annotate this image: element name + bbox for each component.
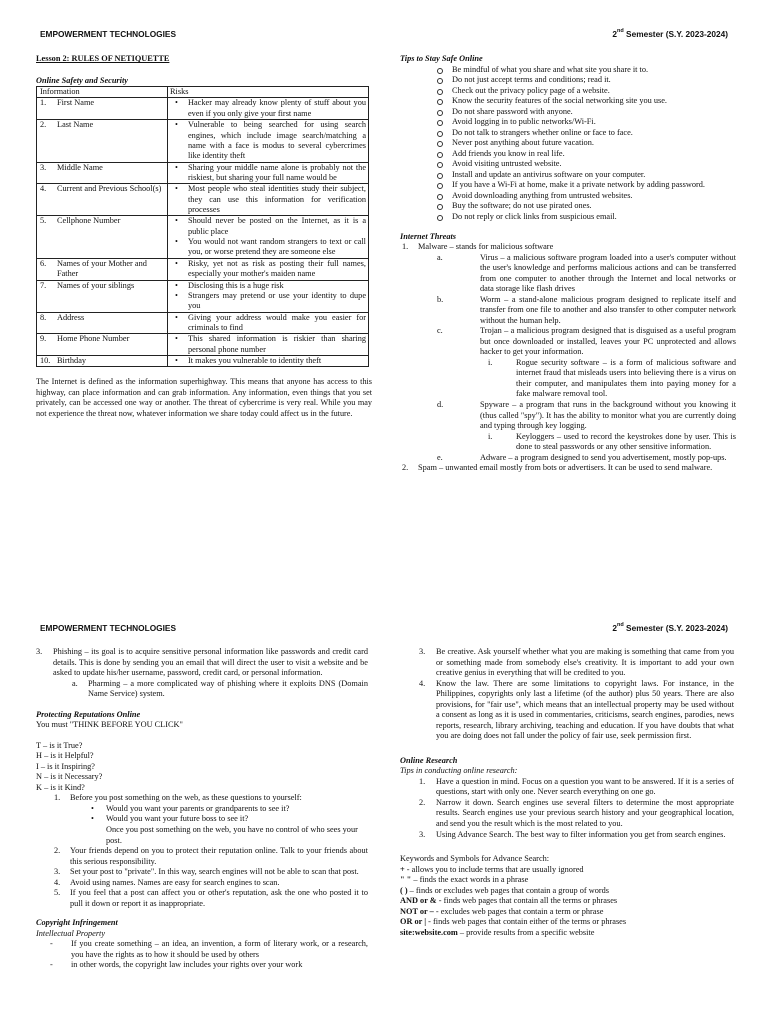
table-row: [37, 312, 369, 334]
info-cell: [37, 280, 168, 312]
ip-item: - If you create something – an idea, an invention, a form of literary work, or a research, you have the rights as to how it should be used by others: [36, 939, 368, 960]
rule-1-after: Once you post something on the web, you have no control of who sees your post.: [106, 824, 358, 845]
tip-item: Never post anything about future vacation.: [400, 138, 736, 149]
tip-item: If you have a Wi-Fi at home, make it a private network by adding password.: [400, 180, 736, 191]
rule-5: 5. If you feel that a post can affect you or other's reputation, ask the one who posted it to pull it down or report it as inappropriate.: [54, 888, 368, 908]
risk-item: • Should never be posted on the Internet, as it is a public place: [170, 216, 366, 237]
keyword-description: – finds the exact words in a phrase: [411, 875, 529, 885]
row-number: 10.: [40, 356, 51, 366]
table-row: [37, 334, 369, 356]
keyloggers-item: i. Keyloggers – used to record the keystrokes done by user. This is done to steal passwords or any other sensitive information.: [488, 431, 736, 452]
page2-left-column: [36, 647, 368, 971]
row-number: 7.: [40, 280, 47, 290]
header-semester: 2nd Semester (S.Y. 2023-2024): [612, 28, 728, 39]
page2-header: [40, 623, 728, 634]
info-label: Middle Name: [57, 162, 103, 172]
row-number: 2.: [40, 120, 47, 130]
risks-cell: [168, 162, 369, 184]
think-item: K – is it Kind?: [36, 782, 85, 792]
tip-item: Avoid downloading anything from untrusted websites.: [400, 191, 736, 202]
malware-item: 1. Malware – stands for malicious software: [402, 242, 554, 252]
risks-cell: [168, 216, 369, 258]
keyword-item: [400, 875, 734, 886]
research-tip: 3. Using Advance Search. The best way to filter information you get from search engines.: [419, 829, 726, 839]
risk-item: • Most people who steal identities study their subject, they can use this information for verification processes: [170, 184, 366, 215]
protect-intro: You must "THINK BEFORE YOU CLICK": [36, 720, 183, 730]
risks-list: [170, 98, 366, 119]
research-tip: 1. Have a question in mind. Focus on a question you want to be answered. If it is a series of questions, start with only one. Never search everything on one go.: [419, 776, 734, 797]
header-title: EMPOWERMENT TECHNOLOGIES: [40, 29, 176, 39]
worm-item: b. Worm – a stand-alone malicious program designed to replicate itself and transfer from one file to another and also transfer to other computer network without the human help.: [437, 294, 736, 325]
table-row: [37, 98, 369, 120]
ip-list: [36, 939, 368, 971]
info-label: Home Phone Number: [57, 334, 130, 344]
keywords-title: Keywords and Symbols for Advance Search:: [400, 854, 550, 864]
row-number: 9.: [40, 334, 47, 344]
keyword-symbol: AND or &: [400, 896, 437, 906]
risks-list: [170, 184, 366, 215]
keyword-item: [400, 886, 734, 897]
tip-item: Check out the privacy policy page of a website.: [400, 86, 736, 97]
risk-item: • Hacker may already know plenty of stuff about you even if you only give your first name: [170, 98, 366, 119]
info-label: Current and Previous School(s): [57, 184, 162, 194]
lesson-title: Lesson 2: RULES OF NETIQUETTE: [36, 54, 170, 63]
row-number: 1.: [40, 98, 47, 108]
rogue-item: i. Rogue security software – is a form of malicious software and internet fraud that misleads users into believing there is a virus on their computer, and manipulates them into paying money for a fake malware removal tool.: [488, 357, 736, 399]
info-label: Birthday: [57, 356, 87, 366]
risks-list: [170, 313, 366, 334]
copyright-title: Copyright Infringement: [36, 918, 118, 928]
tip-item: Do not reply or click links from suspicious email.: [400, 212, 736, 223]
risks-list: [170, 356, 366, 366]
risks-cell: [168, 98, 369, 120]
keyword-symbol: NOT or –: [400, 906, 434, 916]
risks-list: [170, 259, 366, 280]
risks-list: [170, 334, 366, 355]
row-number: 4.: [40, 184, 47, 194]
internet-paragraph: The Internet is defined as the information superhighway. This means that anyone has access to this highway, can place information and can grab information. Any information, even things that you set privately, can be accessed one way or another. The threat of cybercrime is very real. While you may not experience the threat now, whatever information we share today could affect us in the future.: [36, 377, 372, 418]
header-title: EMPOWERMENT TECHNOLOGIES: [40, 623, 176, 633]
info-cell: [37, 120, 168, 162]
risks-cell: [168, 258, 369, 280]
tip-item: Buy the software; do not use pirated ones.: [400, 201, 736, 212]
risk-item: • Risky, yet not as risk as posting their full names, especially your mother's maiden name: [170, 259, 366, 280]
rule-1-bullets: [36, 804, 368, 825]
tip-item: Avoid visiting untrusted website.: [400, 159, 736, 170]
info-cell: [37, 258, 168, 280]
research-tip: 2. Narrow it down. Search engines use several filters to determine the most appropriate results. Search engines use your previous search history and your geographical location, and send you the result which is the most related to you.: [419, 797, 734, 828]
keyword-item: [400, 865, 734, 876]
info-label: Cellphone Number: [57, 216, 121, 226]
risk-item: • You would not want random strangers to text or call you, or worse pretend they are someone else: [170, 237, 366, 258]
info-cell: [37, 98, 168, 120]
keyword-symbol: " ": [400, 875, 412, 885]
risk-item: • Strangers may pretend or use your identity to dupe you: [170, 291, 366, 312]
info-label: First Name: [57, 98, 95, 108]
risks-cell: [168, 312, 369, 334]
rule-3: 3. Set your post to "private". In this way, search engines will not be able to scan that post.: [54, 867, 359, 877]
keyword-description: - finds web pages that contain either of the terms or phrases: [426, 917, 627, 927]
tip-item: Install and update an antivirus software on your computer.: [400, 170, 736, 181]
table-header-risks: Risks: [168, 87, 369, 98]
tip-item: Do not just accept terms and conditions; read it.: [400, 75, 736, 86]
rule-1: 1. Before you post something on the web, as these questions to yourself:: [54, 793, 302, 803]
tip-item: Add friends you know in real life.: [400, 149, 736, 160]
information-risks-table: [36, 86, 369, 367]
rule-2: 2. Your friends depend on you to protect their reputation online. Talk to your friends about this serious responsibility.: [54, 846, 368, 866]
tip-item: Be mindful of what you share and what site you share it to.: [400, 65, 736, 76]
keyword-description: - finds web pages that contain all the terms or phrases: [436, 896, 618, 906]
trojan-item: c. Trojan – a malicious program designed that is disguised as a useful program but once downloaded or installed, leaves your PC unprotected and allows hacker to get your information.: [437, 326, 736, 357]
keyword-item: [400, 896, 734, 907]
info-label: Names of your siblings: [57, 280, 135, 290]
table-row: [37, 162, 369, 184]
page1-header: [40, 29, 728, 40]
risks-cell: [168, 120, 369, 162]
risk-item: • This shared information is riskier than sharing personal phone number: [170, 334, 366, 355]
virus-item: a. Virus – a malicious software program loaded into a user's computer without the user's knowledge and performs malicious actions and can be transferred from one computer to another through the Internet and local networks or data storage like flash drives: [437, 252, 736, 294]
threats-title: Internet Threats: [400, 231, 457, 241]
risks-list: [170, 120, 366, 161]
risks-cell: [168, 356, 369, 367]
risks-list: [170, 281, 366, 312]
table-row: [37, 120, 369, 162]
keyword-item: [400, 917, 734, 928]
keyword-symbol: OR or |: [400, 917, 427, 927]
keywords-list: [400, 865, 734, 939]
row-number: 6.: [40, 258, 47, 268]
pharming-item: a. Pharming – a more complicated way of phishing where it exploits DNS (Domain Name Service) system.: [72, 678, 368, 699]
risk-item: • Vulnerable to being searched for using search engines, which include image search/matching a name with a face is modus to several cybercrimes like identity theft: [170, 120, 366, 161]
research-subtitle: Tips in conducting online research:: [400, 766, 518, 776]
table-header-row: [37, 87, 369, 98]
table-row: [37, 216, 369, 258]
research-tips-list: [400, 777, 734, 840]
risk-item: • It makes you vulnerable to identity theft: [170, 356, 366, 366]
tips-title: Tips to Stay Safe Online: [400, 54, 483, 63]
page1-right-column: [400, 54, 736, 474]
table-row: [37, 184, 369, 216]
keyword-item: [400, 928, 734, 939]
keyword-description: - excludes web pages that contain a term or phrase: [433, 906, 604, 916]
ip-item: - in other words, the copyright law includes your rights over your work: [36, 960, 368, 971]
spam-item: 2. Spam – unwanted email mostly from bots or advertisers. It can be used to send malware.: [402, 463, 713, 473]
risks-list: [170, 163, 366, 184]
header-semester: 2nd Semester (S.Y. 2023-2024): [612, 622, 728, 633]
think-item: N – is it Necessary?: [36, 772, 103, 782]
rule-4: 4. Avoid using names. Names are easy for search engines to scan.: [54, 877, 280, 887]
info-label: Last Name: [57, 120, 94, 130]
protect-title: Protecting Reputations Online: [36, 709, 141, 719]
info-cell: [37, 356, 168, 367]
keyword-symbol: ( ): [400, 885, 408, 895]
table-row: [37, 258, 369, 280]
rule-1-bullet: • Would you want your future boss to see it?: [36, 814, 368, 825]
info-label: Names of your Mother and Father: [57, 258, 147, 279]
know-law-item: 4. Know the law. There are some limitations to copyright laws. For instance, in the Philippines, copyrights only last a lifetime (of the author) plus 50 years. There are also provisions, for "fair use", which means that an intellectual property may be used without a consent as long as it is used in commentaries, criticisms, search engines, parodies, news reports, research, library archiving, teaching and education. If you have doubts that what you are doing does not fall under the policy of fair use, seek permission first.: [419, 678, 734, 741]
info-cell: [37, 216, 168, 258]
think-list: [36, 741, 368, 794]
keyword-item: [400, 907, 734, 918]
ip-title: Intellectual Property: [36, 928, 106, 938]
think-item: H – is it Helpful?: [36, 751, 94, 761]
spyware-item: d. Spyware – a program that runs in the background without you knowing it (thus called "spy"). It has the ability to monitor what you are currently doing and typing through key logging.: [437, 400, 736, 431]
phishing-item: 3. Phishing – its goal is to acquire sensitive personal information like passwords and credit card details. This is done by sending you an email that will direct the user to visit a website and be asked to update his/her username, password, credit card, or personal information.: [36, 647, 368, 678]
risks-cell: [168, 280, 369, 312]
keyword-symbol: +: [400, 864, 405, 874]
table-header-information: Information: [37, 87, 168, 98]
tips-list: [400, 65, 736, 223]
info-cell: [37, 184, 168, 216]
risks-cell: [168, 184, 369, 216]
research-title: Online Research: [400, 755, 458, 765]
tip-item: Avoid logging in to public networks/Wi-Fi.: [400, 117, 736, 128]
info-label: Address: [57, 312, 85, 322]
info-cell: [37, 334, 168, 356]
row-number: 3.: [40, 162, 47, 172]
page1-left-column: [36, 54, 372, 419]
risk-item: • Giving your address would make you easier for criminals to find: [170, 313, 366, 334]
row-number: 5.: [40, 216, 47, 226]
risks-list: [170, 216, 366, 257]
tip-item: Do not share password with anyone.: [400, 107, 736, 118]
rule-1-bullet: • Would you want your parents or grandparents to see it?: [36, 804, 368, 815]
risk-item: • Sharing your middle name alone is probably not the riskiest, but sharing your full name would be: [170, 163, 366, 184]
tip-item: Know the security features of the social networking site you use.: [400, 96, 736, 107]
keyword-description: - allows you to include terms that are usually ignored: [404, 864, 584, 874]
page2-right-column: [400, 647, 734, 938]
row-number: 8.: [40, 312, 47, 322]
risk-item: • Disclosing this is a huge risk: [170, 281, 366, 291]
info-cell: [37, 162, 168, 184]
think-item: I – is it Inspiring?: [36, 761, 95, 771]
info-cell: [37, 312, 168, 334]
keyword-symbol: site:website.com: [400, 927, 458, 937]
keyword-description: – provide results from a specific website: [457, 927, 595, 937]
section-title-online-safety: Online Safety and Security: [36, 75, 128, 85]
think-item: T – is it True?: [36, 740, 83, 750]
table-row: [37, 356, 369, 367]
creative-item: 3. Be creative. Ask yourself whether what you are making is something that came from you or something made from somebody else's creativity. It is important to add your own creative genius in everything that will be credited to you.: [419, 647, 734, 678]
table-row: [37, 280, 369, 312]
adware-item: e. Adware – a program designed to send you advertisement, mostly pop-ups.: [437, 452, 727, 462]
tip-item: Do not talk to strangers whether online or face to face.: [400, 128, 736, 139]
keyword-description: – finds or excludes web pages that contain a group of words: [407, 885, 609, 895]
risks-cell: [168, 334, 369, 356]
